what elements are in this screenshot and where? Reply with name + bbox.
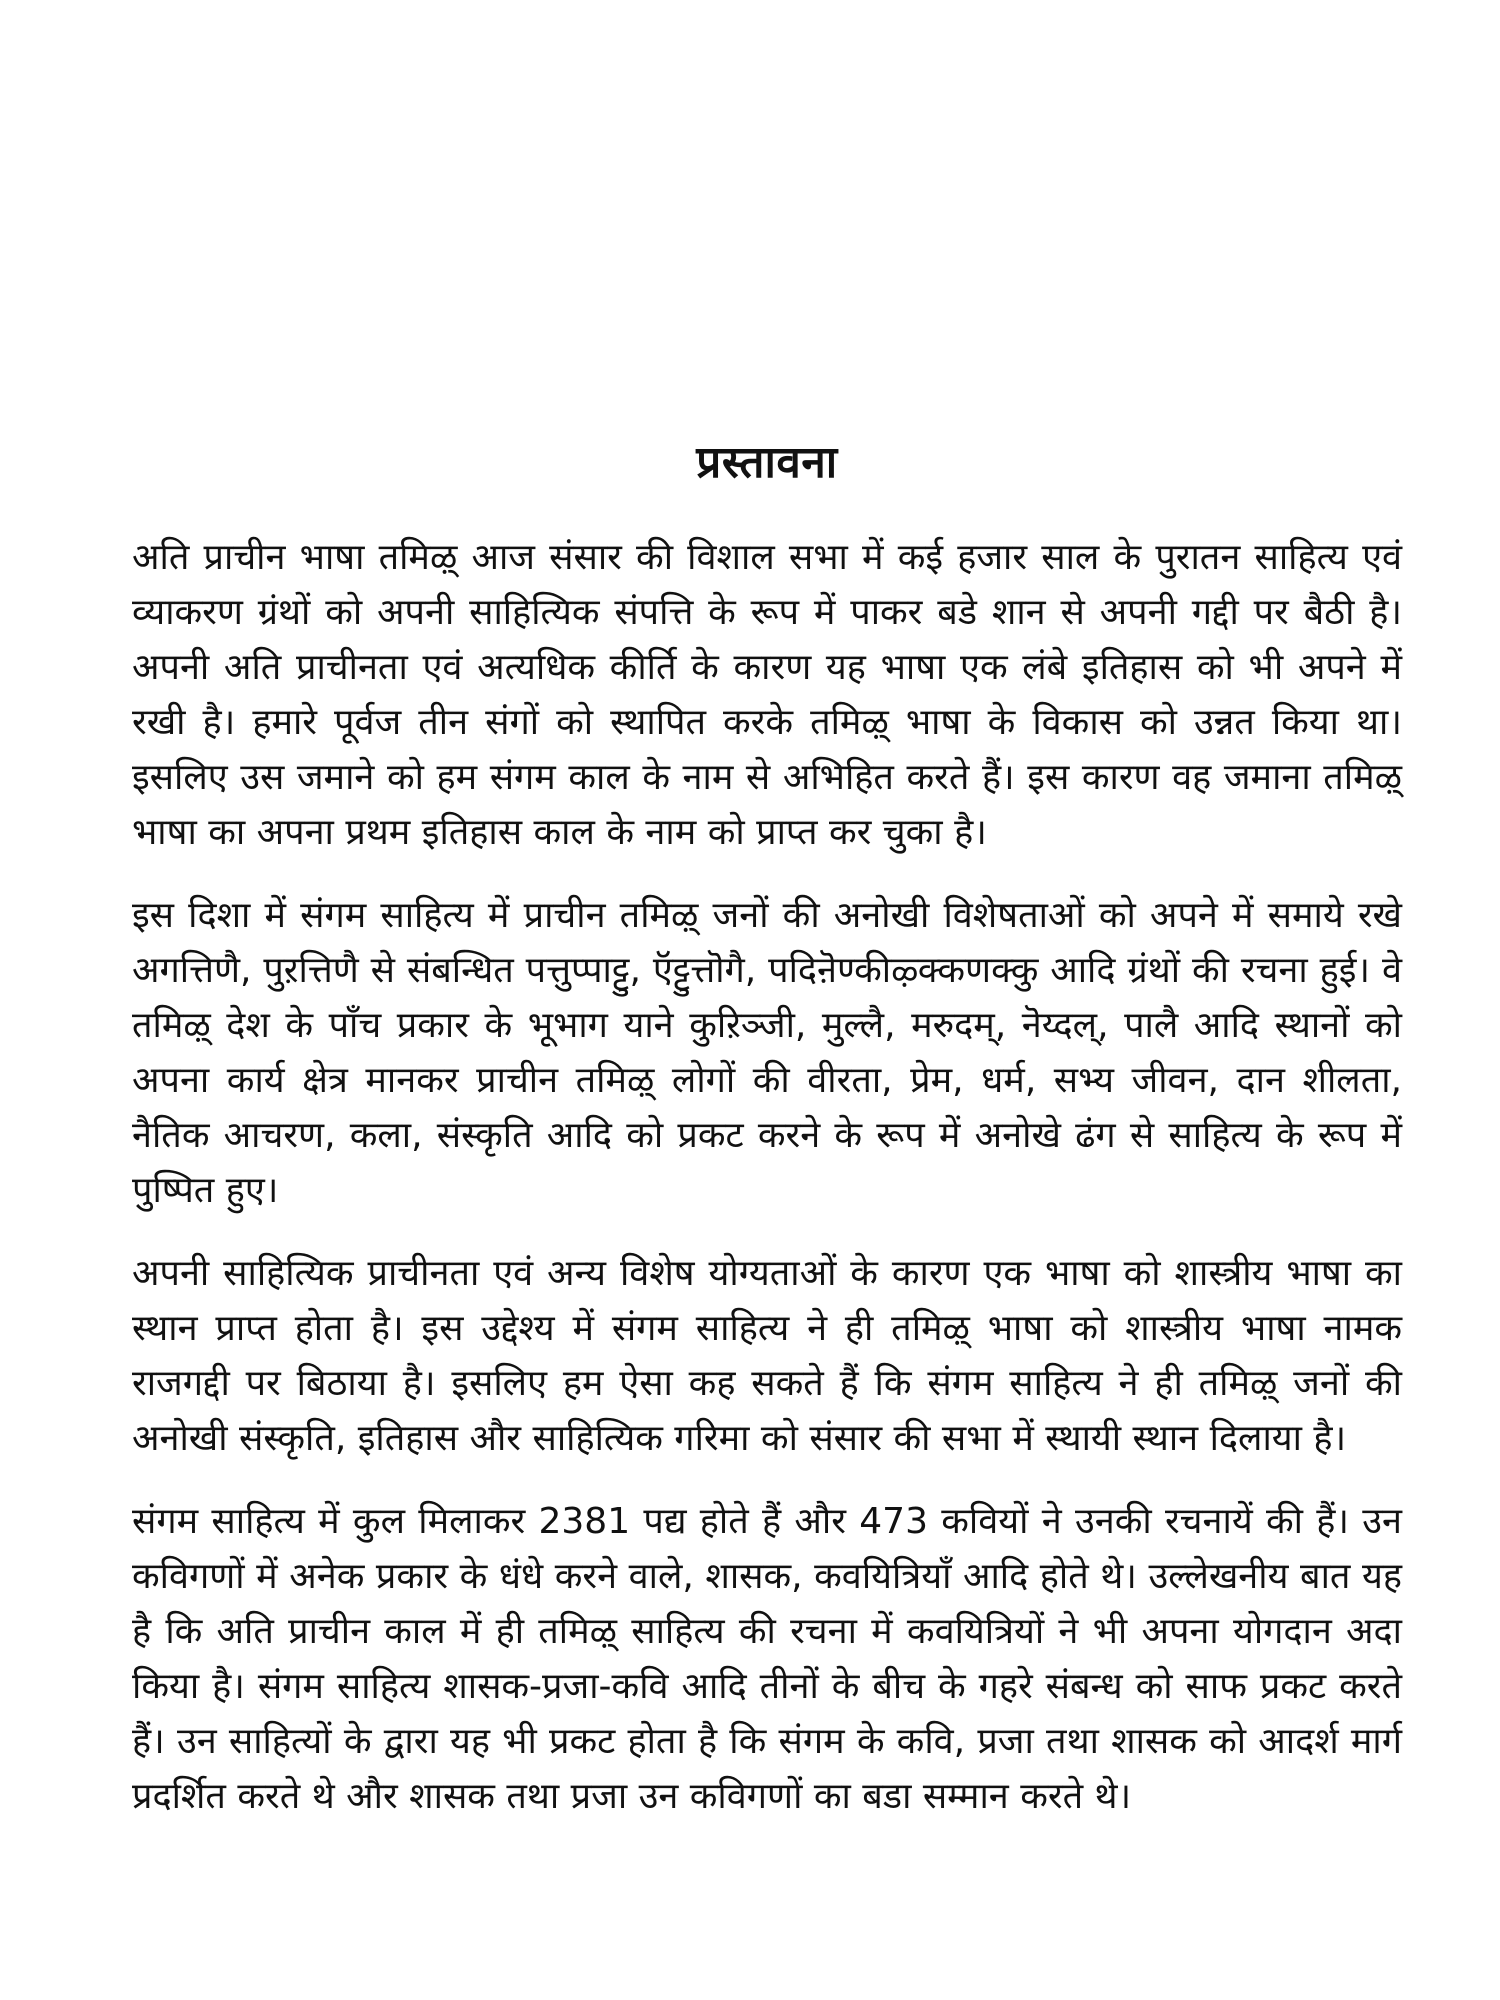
document-page [132, 430, 1402, 1852]
page-title: प्रस्तावना [696, 437, 838, 488]
paragraph-2: इस दिशा में संगम साहित्य में प्राचीन तमिऴ् जनों की अनोखी विशेषताओं को अपने में समाये रखे अगत्तिणै, पुऱत्तिणै से संबन्धित पत्तुप्पाट्टु, ऍट्टुत्तॊगै, पदिऩॆण्कीऴ्क्कणक्कु आदि ग्रंथों की रचना हुई। वे तमिऴ् देश के पाँच प्रकार के भूभाग याने कुऱिञ्जी, मुल्लै, मरुदम्, नॆय्दल्, पालै आदि स्थानों को अपना कार्य क्षेत्र मानकर प्राचीन तमिऴ् लोगों की वीरता, प्रेम, धर्म, सभ्य जीवन, दान शीलता, नैतिक आचरण, कला, संस्कृति आदि को प्रकट करने के रूप में अनोखे ढंग से साहित्य के रूप में पुष्पित हुए। [132, 895, 1402, 1211]
paragraph-3: अपनी साहित्यिक प्राचीनता एवं अन्य विशेष योग्यताओं के कारण एक भाषा को शास्त्रीय भाषा का स्थान प्राप्त होता है। इस उद्देश्य में संगम साहित्य ने ही तमिऴ् भाषा को शास्त्रीय भाषा नामक राजगद्दी पर बिठाया है। इसलिए हम ऐसा कह सकते हैं कि संगम साहित्य ने ही तमिऴ् जनों की अनोखी संस्कृति, इतिहास और साहित्यिक गरिमा को संसार की सभा में स्थायी स्थान दिलाया है। [132, 1253, 1402, 1459]
paragraph-1: अति प्राचीन भाषा तमिऴ् आज संसार की विशाल सभा में कई हजार साल के पुरातन साहित्य एवं व्याकरण ग्रंथों को अपनी साहित्यिक संपत्ति के रूप में पाकर बडे शान से अपनी गद्दी पर बैठी है। अपनी अति प्राचीनता एवं अत्यधिक कीर्ति के कारण यह भाषा एक लंबे इतिहास को भी अपने में रखी है। हमारे पूर्वज तीन संगों को स्थापित करके तमिऴ् भाषा के विकास को उन्नत किया था। इसलिए उस जमाने को हम संगम काल के नाम से अभिहित करते हैं। इस कारण वह जमाना तमिऴ् भाषा का अपना प्रथम इतिहास काल के नाम को प्राप्त कर चुका है। [132, 537, 1402, 853]
paragraph-4: संगम साहित्य में कुल मिलाकर 2381 पद्य होते हैं और 473 कवियों ने उनकी रचनायें की हैं। उन कविगणों में अनेक प्रकार के धंधे करने वाले, शासक, कवयित्रियाँ आदि होते थे। उल्लेखनीय बात यह है कि अति प्राचीन काल में ही तमिऴ् साहित्य की रचना में कवयित्रियों ने भी अपना योगदान अदा किया है। संगम साहित्य शासक-प्रजा-कवि आदि तीनों के बीच के गहरे संबन्ध को साफ प्रकट करते हैं। उन साहित्यों के द्वारा यह भी प्रकट होता है कि संगम के कवि, प्रजा तथा शासक को आदर्श मार्ग प्रदर्शित करते थे और शासक तथा प्रजा उन कविगणों का बडा सम्मान करते थे। [132, 1501, 1402, 1817]
